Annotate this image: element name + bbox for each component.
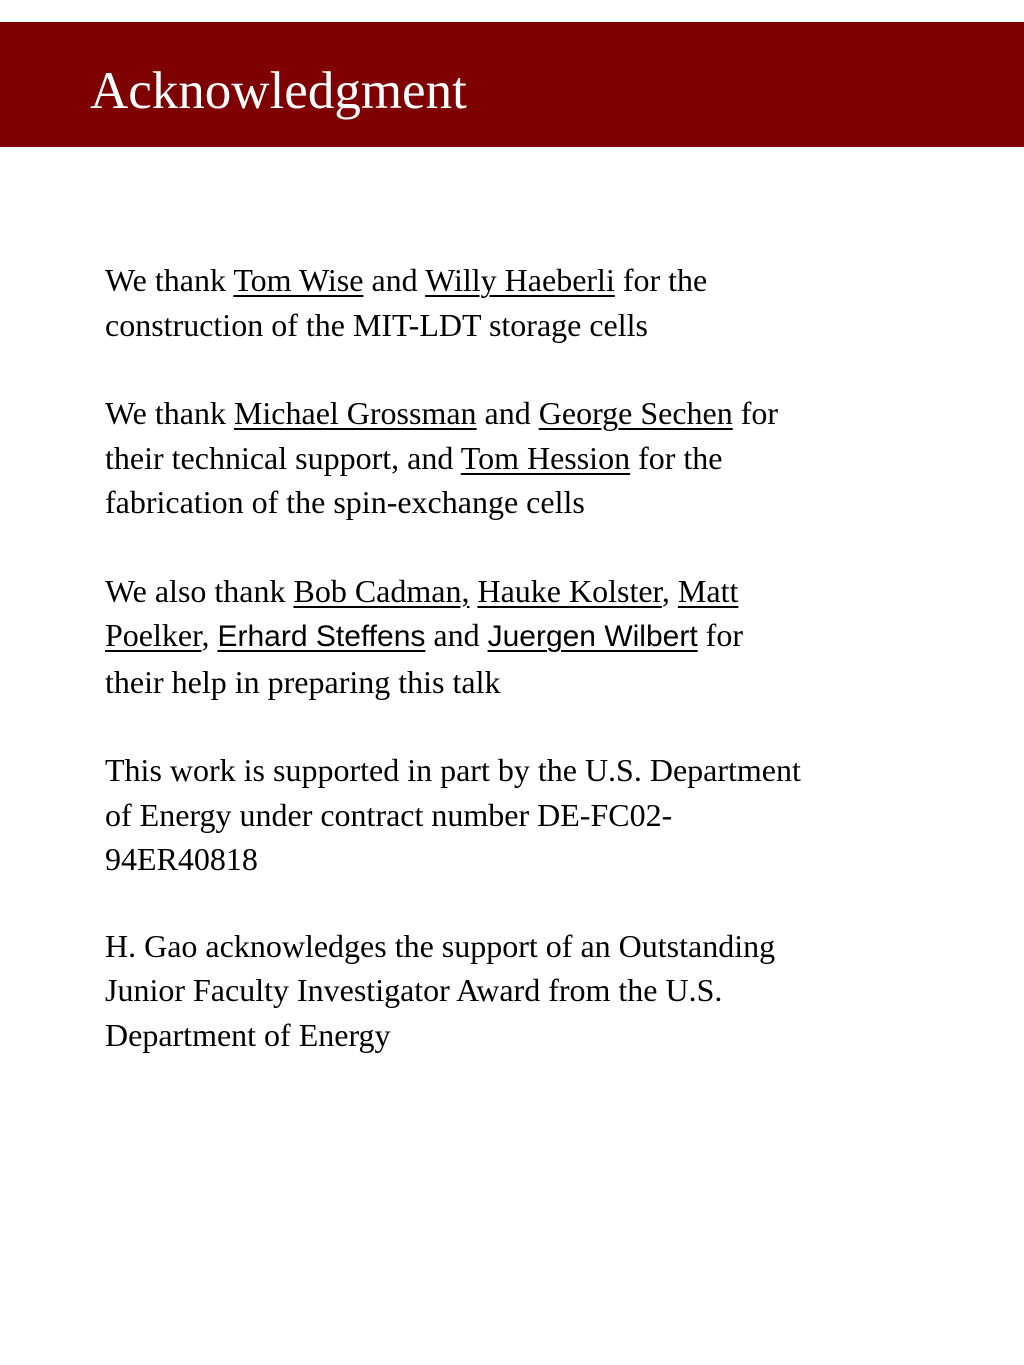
text: and <box>363 262 426 298</box>
paragraph-line <box>105 391 940 436</box>
paragraph-line: Junior Faculty Investigator Award from the U.S. <box>105 972 723 1008</box>
link-tom-wise[interactable]: Tom Wise <box>233 262 364 298</box>
link-matt-poelker[interactable]: Poelker <box>105 617 202 653</box>
acknowledgment-body <box>105 258 940 1101</box>
link-matt-poelker[interactable]: Matt <box>677 572 739 609</box>
paragraph-line <box>105 258 940 303</box>
paragraph-line: of Energy under contract number DE-FC02- <box>105 796 673 833</box>
text: We thank <box>105 395 234 431</box>
paragraph-line <box>105 436 940 481</box>
link-tom-hession[interactable]: Tom Hession <box>460 439 631 476</box>
paragraph-line: their help in preparing this talk <box>105 663 501 700</box>
text: for <box>732 395 779 431</box>
link-juergen-wilbert[interactable]: Juergen Wilbert <box>487 620 698 653</box>
text: for the <box>630 439 723 476</box>
link-bob-cadman[interactable]: Bob Cadman, <box>293 572 470 609</box>
paragraph-doe-support <box>105 748 940 882</box>
link-michael-grossman[interactable]: Michael Grossman <box>233 395 477 431</box>
text: for <box>697 617 743 653</box>
paragraph-storage-cells <box>105 258 940 347</box>
text: We also thank <box>105 572 294 609</box>
paragraph-talk-help <box>105 569 940 705</box>
paragraph-line: H. Gao acknowledges the support of an Outstanding <box>105 927 776 964</box>
paragraph-line: construction of the MIT-LDT storage cells <box>105 306 648 343</box>
text: their technical support, and <box>105 439 461 476</box>
paragraph-line: This work is supported in part by the U.S. Department <box>105 752 801 788</box>
slide-title: Acknowledgment <box>90 62 467 120</box>
link-george-sechen[interactable]: George Sechen <box>538 395 733 431</box>
text: and <box>425 617 488 653</box>
text: , <box>661 572 678 609</box>
paragraph-technical-support <box>105 391 940 525</box>
paragraph-line <box>105 569 940 614</box>
text: , <box>201 617 218 653</box>
link-hauke-kolster[interactable]: Hauke Kolster <box>477 572 662 609</box>
paragraph-line: fabrication of the spin-exchange cells <box>105 484 585 520</box>
text: for the <box>614 262 708 298</box>
paragraph-gao-award <box>105 924 940 1058</box>
text: and <box>476 395 539 431</box>
paragraph-line: Department of Energy <box>105 1016 391 1053</box>
link-erhard-steffens[interactable]: Erhard Steffens <box>217 620 426 653</box>
link-willy-haeberli[interactable]: Willy Haeberli <box>425 262 615 298</box>
text: We thank <box>105 262 234 298</box>
paragraph-line <box>105 613 940 660</box>
paragraph-line: 94ER40818 <box>105 841 258 877</box>
